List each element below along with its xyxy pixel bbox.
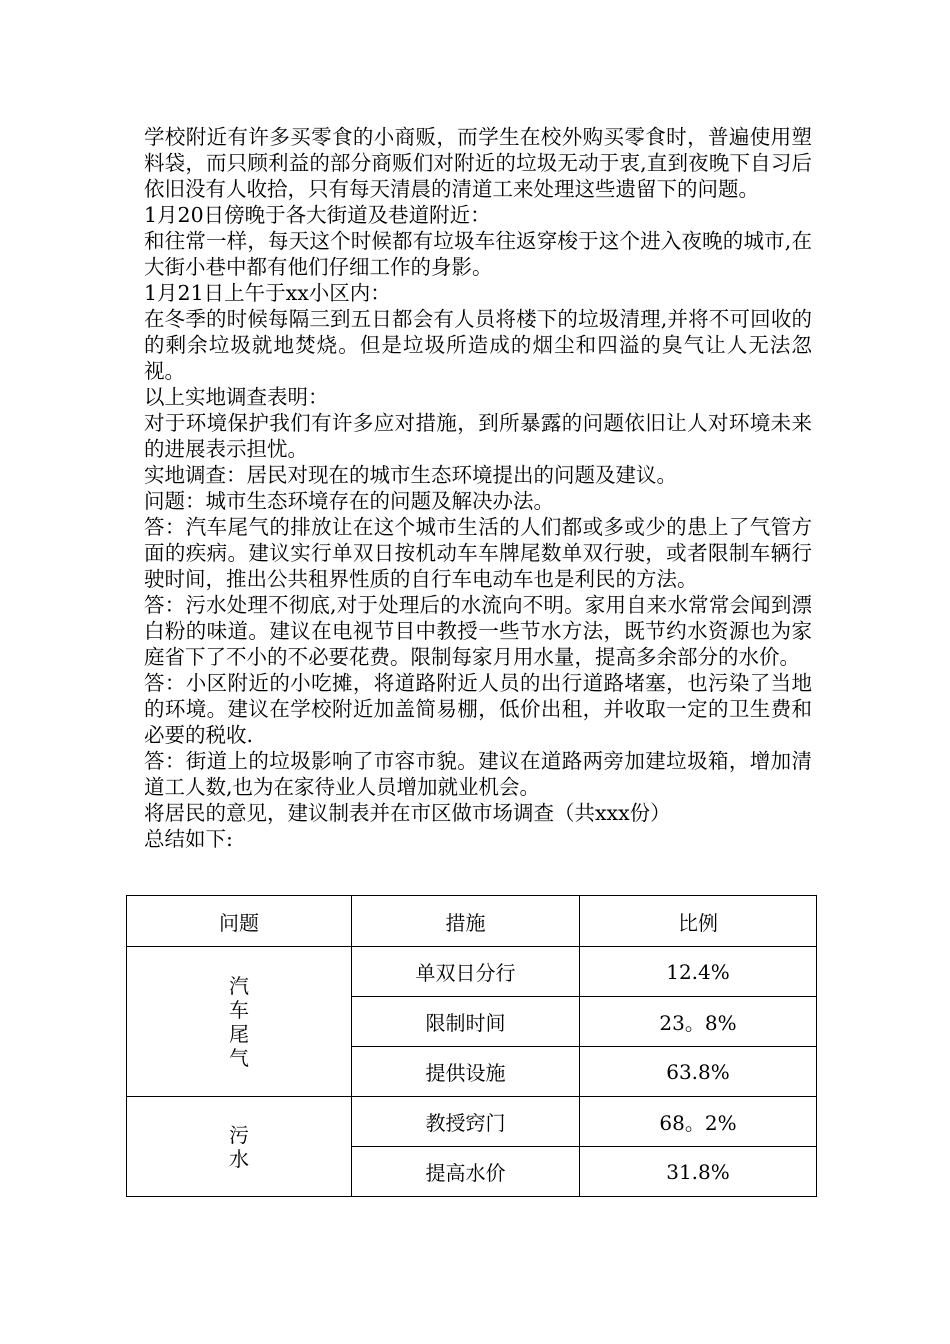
problem-label: 污水 bbox=[229, 1122, 249, 1171]
table-row bbox=[127, 947, 817, 997]
paragraph: 答：汽车尾气的排放让在这个城市生活的人们都或多或少的患上了气管方面的疾病。建议实行单双日按机动车车牌尾数单双行驶，或者限制车辆行驶时间，推出公共租界性质的自行车电动车也是利民的方法。 bbox=[144, 515, 812, 591]
problem-label: 汽车尾气 bbox=[229, 973, 249, 1070]
paragraph: 实地调查：居民对现在的城市生态环境提出的问题及建议。 bbox=[144, 463, 677, 487]
header-problem: 问题 bbox=[127, 896, 352, 947]
ratio-cell: 31.8% bbox=[580, 1147, 817, 1197]
ratio-cell: 23。8% bbox=[580, 997, 817, 1047]
paragraph: 以上实地调查表明： bbox=[144, 385, 329, 409]
table-row bbox=[127, 1097, 817, 1147]
paragraph: 答：街道上的垃圾影响了市容市貌。建议在道路两旁加建垃圾箱，增加清道工人数,也为在家待业人员增加就业机会。 bbox=[144, 749, 812, 799]
paragraph: 答：污水处理不彻底,对于处理后的水流向不明。家用自来水常常会闻到漂白粉的味道。建议在电视节目中教授一些节水方法，既节约水资源也为家庭省下了不小的不必要花费。限制每家月用水量，提高多余部分的水价。 bbox=[144, 593, 812, 669]
paragraph: 问题：城市生态环境存在的问题及解决办法。 bbox=[144, 489, 554, 513]
problem-cell-sewage bbox=[127, 1097, 352, 1197]
ratio-cell: 12.4% bbox=[580, 947, 817, 997]
measure-cell: 提高水价 bbox=[352, 1147, 580, 1197]
measure-cell: 限制时间 bbox=[352, 997, 580, 1047]
paragraph: 对于环境保护我们有许多应对措施，到所暴露的问题依旧让人对环境未来的进展表示担忧。 bbox=[144, 411, 812, 461]
paragraph: 将居民的意见，建议制表并在市区做市场调查（共xxx份） bbox=[144, 801, 671, 825]
ratio-cell: 63.8% bbox=[580, 1047, 817, 1097]
summary-table bbox=[126, 895, 817, 1197]
measure-cell: 教授窍门 bbox=[352, 1097, 580, 1147]
header-measure: 措施 bbox=[352, 896, 580, 947]
measure-cell: 提供设施 bbox=[352, 1047, 580, 1097]
paragraph: 1月21日上午于xx小区内： bbox=[144, 281, 391, 305]
measure-cell: 单双日分行 bbox=[352, 947, 580, 997]
header-ratio: 比例 bbox=[580, 896, 817, 947]
paragraph: 答：小区附近的小吃摊，将道路附近人员的出行道路堵塞，也污染了当地的环境。建议在学校附近加盖简易棚，低价出租，并收取一定的卫生费和必要的税收. bbox=[144, 671, 812, 747]
table-header-row bbox=[127, 896, 817, 947]
problem-cell-exhaust bbox=[127, 947, 352, 1097]
paragraph: 和往常一样，每天这个时候都有垃圾车往返穿梭于这个进入夜晚的城市,在大街小巷中都有他们仔细工作的身影。 bbox=[144, 229, 812, 279]
ratio-cell: 68。2% bbox=[580, 1097, 817, 1147]
paragraph: 总结如下: bbox=[144, 827, 233, 851]
document-body bbox=[144, 124, 812, 852]
paragraph: 学校附近有许多买零食的小商贩，而学生在校外购买零食时，普遍使用塑料袋，而只顾利益的部分商贩们对附近的垃圾无动于衷,直到夜晚下自习后依旧没有人收拾，只有每天清晨的清道工来处理这些遗留下的问题。 bbox=[144, 125, 812, 201]
paragraph: 1月20日傍晚于各大街道及巷道附近： bbox=[144, 203, 491, 227]
paragraph: 在冬季的时候每隔三到五日都会有人员将楼下的垃圾清理,并将不可回收的的剩余垃圾就地焚烧。但是垃圾所造成的烟尘和四溢的臭气让人无法忽视。 bbox=[144, 307, 812, 383]
